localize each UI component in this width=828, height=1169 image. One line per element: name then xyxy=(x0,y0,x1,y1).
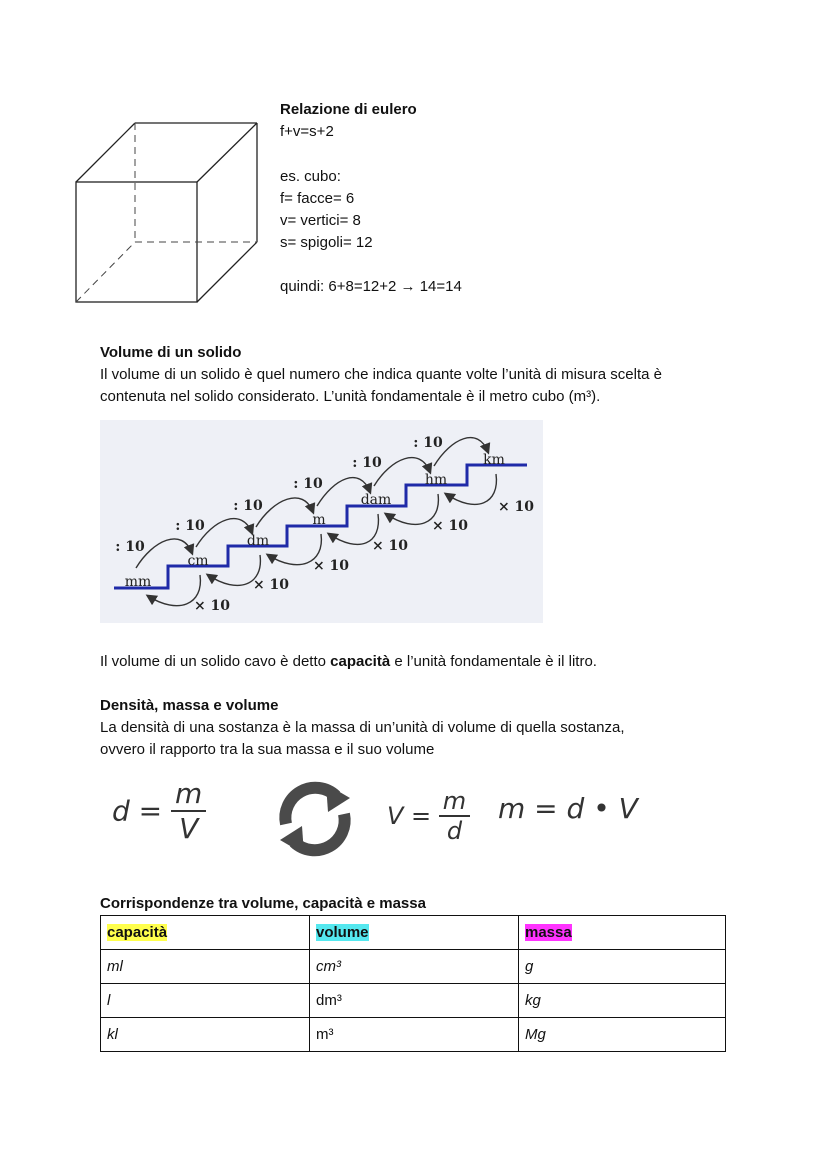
header-capacity: capacità xyxy=(107,924,168,941)
density-title: Densità, massa e volume xyxy=(100,697,279,714)
multiply-arrow xyxy=(148,575,200,606)
cell-mass: Mg xyxy=(519,1018,726,1052)
header-cell-mass xyxy=(519,916,726,950)
density-formula xyxy=(112,777,206,845)
divide-label: : 10 xyxy=(352,455,382,471)
density-fraction-denominator: V xyxy=(179,812,199,845)
stair-unit-dm: dm xyxy=(246,533,270,549)
divide-label: : 10 xyxy=(115,539,145,555)
refresh-cycle-icon xyxy=(276,780,354,858)
table-header-row xyxy=(101,916,726,950)
multiply-label: × 10 xyxy=(431,518,469,534)
header-volume: volume xyxy=(316,924,369,941)
density-fraction-numerator: m xyxy=(171,777,206,812)
header-cell-capacity xyxy=(101,916,310,950)
capacity-sentence xyxy=(100,653,597,671)
correspondence-table xyxy=(100,915,726,1052)
volume-formula-lhs: V = xyxy=(387,802,432,830)
divide-label: : 10 xyxy=(293,476,323,492)
capacity-text-after: e l’unità fondamentale è il litro. xyxy=(390,653,597,670)
table-row xyxy=(101,984,726,1018)
multiply-label: × 10 xyxy=(252,577,290,593)
density-formula-lhs: d = xyxy=(112,794,163,828)
stair-unit-hm: hm xyxy=(424,472,448,488)
table-row xyxy=(101,950,726,984)
header-mass: massa xyxy=(525,924,572,941)
divide-label: : 10 xyxy=(175,518,205,534)
volume-text-line2: contenuta nel solido considerato. L’unità fondamentale è il metro cubo (m³). xyxy=(100,388,601,405)
multiply-label: × 10 xyxy=(193,598,231,614)
volume-fraction-numerator: m xyxy=(439,787,470,817)
cube-diagram xyxy=(74,120,264,305)
volume-formula xyxy=(387,787,470,845)
divide-label: : 10 xyxy=(413,435,443,451)
euler-faces: f= facce= 6 xyxy=(280,190,355,207)
divide-arrow xyxy=(256,498,313,527)
capacity-text-before: Il volume di un solido cavo è detto xyxy=(100,653,331,670)
cell-capacity: kl xyxy=(101,1018,310,1052)
cell-volume: m³ xyxy=(310,1018,519,1052)
multiply-label: × 10 xyxy=(497,499,535,515)
cell-volume: cm³ xyxy=(310,950,519,984)
euler-vertices: v= vertici= 8 xyxy=(280,212,361,229)
euler-conclusion: quindi: 6+8=12+2 → 14=14 xyxy=(280,278,462,295)
density-text-line1: La densità di una sostanza è la massa di un’unità di volume di quella sostanza, xyxy=(100,719,625,736)
cell-capacity: l xyxy=(101,984,310,1018)
volume-fraction xyxy=(439,787,470,845)
volume-text-line1: Il volume di un solido è quel numero che indica quante volte l’unità di misura scelta è xyxy=(100,366,662,383)
volume-title: Volume di un solido xyxy=(100,344,242,361)
stair-unit-mm: mm xyxy=(124,574,152,590)
cell-mass: kg xyxy=(519,984,726,1018)
euler-formula: f+v=s+2 xyxy=(280,123,334,140)
table-title: Corrispondenze tra volume, capacità e massa xyxy=(100,895,426,912)
cell-mass: g xyxy=(519,950,726,984)
multiply-label: × 10 xyxy=(371,538,409,554)
multiply-arrow xyxy=(446,474,496,504)
multiply-label: × 10 xyxy=(312,558,350,574)
multiply-arrow xyxy=(386,494,438,524)
table-row xyxy=(101,1018,726,1052)
euler-example-label: es. cubo: xyxy=(280,168,341,185)
cell-volume: dm³ xyxy=(310,984,519,1018)
header-cell-volume xyxy=(310,916,519,950)
divide-arrow xyxy=(374,458,430,486)
stair-unit-m: m xyxy=(312,512,326,528)
euler-edges: s= spigoli= 12 xyxy=(280,234,373,251)
stair-unit-km: km xyxy=(483,452,505,468)
volume-fraction-denominator: d xyxy=(446,817,463,845)
divide-label: : 10 xyxy=(233,498,263,514)
unit-staircase-diagram xyxy=(100,420,543,623)
density-fraction xyxy=(171,777,206,845)
density-text-line2: ovvero il rapporto tra la sua massa e il suo volume xyxy=(100,741,435,758)
stair-unit-cm: cm xyxy=(187,553,209,569)
euler-title: Relazione di eulero xyxy=(280,101,417,118)
capacity-bold-word: capacità xyxy=(330,653,391,670)
mass-formula: m = d • V xyxy=(498,792,638,825)
stair-unit-dam: dam xyxy=(360,492,392,508)
cell-capacity: ml xyxy=(101,950,310,984)
